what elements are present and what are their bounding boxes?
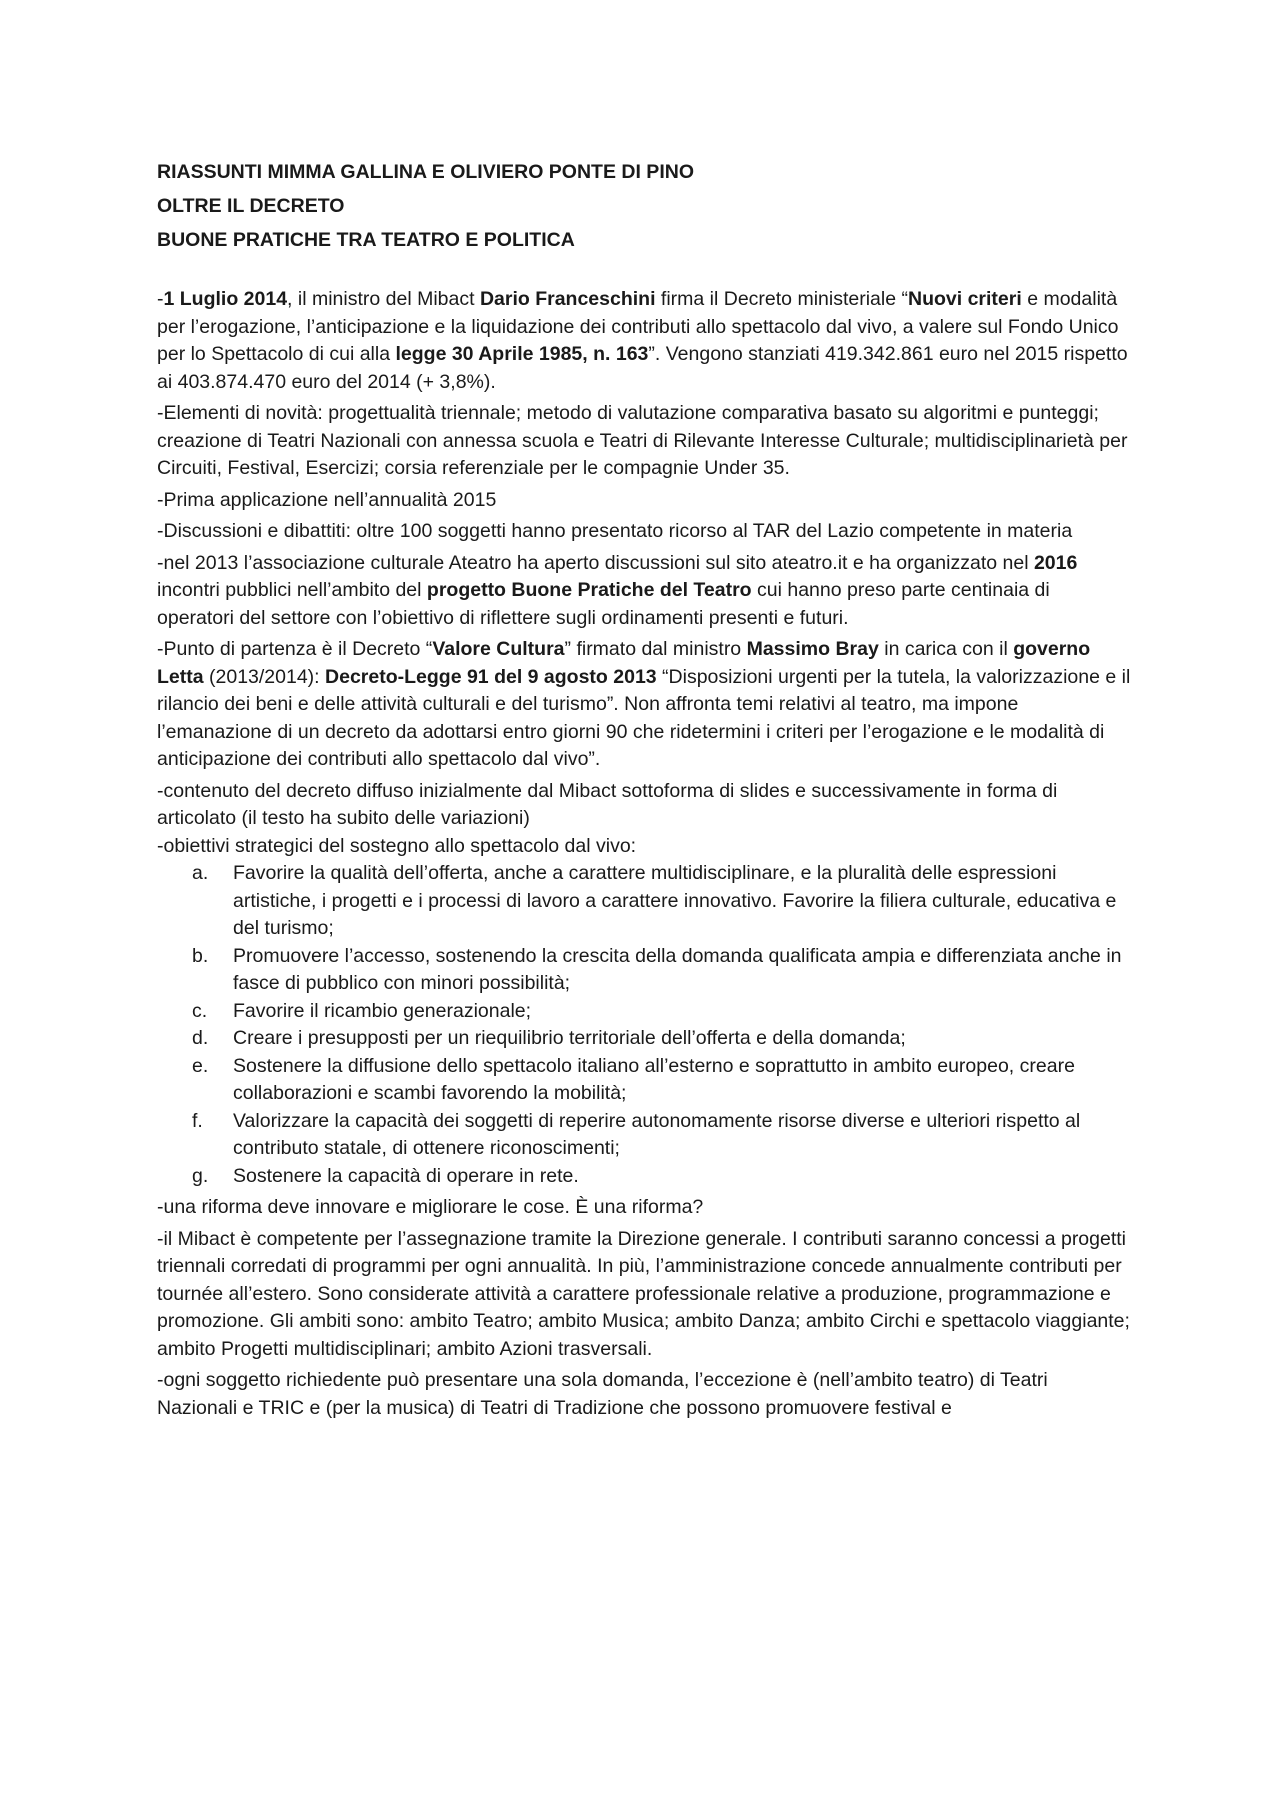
paragraph-objectives-intro: -obiettivi strategici del sostegno allo spettacolo dal vivo: (157, 834, 637, 857)
decree-law-bold: Decreto-Legge 91 del 9 agosto 2013 (325, 665, 657, 688)
document-subtitle-2: BUONE PRATICHE TRA TEATRO E POLITICA (157, 229, 575, 251)
text-run: - (157, 288, 164, 310)
list-marker: g. (192, 1164, 209, 1187)
list-item-text: Valorizzare la capacità dei soggetti di reperire autonomamente risorse diverse e ulteriori rispetto al contributo statale, di ottenere riconoscimenti; (233, 1109, 1081, 1159)
list-item-text: Favorire la qualità dell’offerta, anche a carattere multidisciplinare, e la pluralità delle espressioni artistiche, i progetti e i processi di lavoro a carattere innovativo. Favorire la filiera culturale, educativa e del turismo; (233, 862, 1117, 939)
list-item (192, 998, 1132, 1026)
paragraph-novelties: -Elementi di novità: progettualità triennale; metodo di valutazione comparativa basato su algoritmi e punteggi; creazione di Teatri Nazionali con annessa scuola e Teatri di Rilevante Interesse Culturale; multidisciplinarietà per Circuiti, Festival, Esercizi; corsia referenziale per le compagnie Under 35. (157, 402, 1128, 479)
list-item (192, 1163, 1132, 1191)
list-item-text: Sostenere la diffusione dello spettacolo italiano all’esterno e soprattutto in ambito europeo, creare collaborazioni e scambi favorendo la mobilità; (233, 1054, 1075, 1104)
minister-name-bold: Dario Franceschini (479, 288, 656, 310)
list-marker: f. (192, 1109, 203, 1132)
decree-name-bold: Valore Cultura (432, 638, 565, 660)
paragraph-decree-content: -contenuto del decreto diffuso inizialmente dal Mibact sottoforma di slides e successivamente in forma di articolato (il testo ha subito delle variazioni) (157, 779, 1058, 829)
list-item-text: Promuovere l’accesso, sostenendo la crescita della domanda qualificata ampia e differenziata anche in fasce di pubblico con minori possibilità; (233, 944, 1122, 994)
project-name-bold: progetto Buone Pratiche del Teatro (426, 579, 752, 601)
list-item (192, 943, 1132, 998)
text-run: “Disposizioni urgenti per la tutela, la valorizzazione e il rilancio dei beni e delle attività culturali e del turismo”. Non affronta temi relativi al teatro, ma impone l’emanazione di un decreto da adottarsi entro giorni 90 che ridetermini i criteri per l’erogazione e le modalità di anticipazione dei contributi allo spettacolo dal vivo”. (157, 665, 1131, 770)
paragraph-single-application: -ogni soggetto richiedente può presentare una sola domanda, l’eccezione è (nell’ambito teatro) di Teatri Nazionali e TRIC e (per la musica) di Teatri di Tradizione che possono promuovere festival e (157, 1369, 1048, 1419)
minister-name-bold: Massimo Bray (746, 638, 879, 660)
paragraph-reform-question: -una riforma deve innovare e migliorare le cose. È una riforma? (157, 1196, 704, 1218)
list-marker: a. (192, 862, 209, 884)
text-run: ”. Vengono stanziati 419.342.861 euro nel 2015 rispetto ai 403.874.470 euro del 2014 (+ 3,8%). (157, 343, 1128, 393)
text-run: -Punto di partenza è il Decreto “ (157, 638, 433, 660)
paragraph-discussions: -Discussioni e dibattiti: oltre 100 soggetti hanno presentato ricorso al TAR del Lazio competente in materia (157, 520, 1073, 542)
text-run: firma il Decreto ministeriale “ (655, 288, 908, 310)
paragraph-mibact-competence: -il Mibact è competente per l’assegnazione tramite la Direzione generale. I contributi saranno concessi a progetti triennali corredati di programmi per ogni annualità. In più, l’amministrazione concede annualmente contributi per tournée all’estero. Sono considerate attività a carattere professionale relative a produzione, programmazione e promozione. Gli ambiti sono: ambito Teatro; ambito Musica; ambito Danza; ambito Circhi e spettacolo viaggiante; ambito Progetti multidisciplinari; ambito Azioni trasversali. (157, 1227, 1130, 1360)
list-item (192, 1053, 1132, 1108)
document-subtitle: OLTRE IL DECRETO (157, 195, 345, 217)
government-bold: governo Letta (157, 638, 1091, 688)
text-run: in carica con il (878, 638, 1014, 660)
list-marker: c. (192, 999, 208, 1022)
list-marker: d. (192, 1027, 209, 1049)
title-block (157, 155, 1132, 257)
text-run: cui hanno preso parte centinaia di operatori del settore con l’obiettivo di riflettere sugli ordinamenti presenti e futuri. (157, 579, 1050, 629)
document-title: RIASSUNTI MIMMA GALLINA E OLIVIERO PONTE DI PINO (157, 161, 694, 183)
document-page (157, 155, 1132, 1422)
paragraph-valore-cultura (157, 636, 1132, 774)
objectives-list (157, 860, 1132, 1190)
list-item (192, 1025, 1132, 1053)
list-item (192, 860, 1132, 943)
text-run: ” firmato dal ministro (564, 638, 747, 660)
paragraph-first-application: -Prima applicazione nell’annualità 2015 (157, 488, 497, 511)
text-run: (2013/2014): (203, 665, 326, 688)
decree-title-bold: Nuovi criteri (907, 288, 1022, 310)
date-bold: 1 Luglio 2014 (163, 288, 288, 310)
law-reference-bold: legge 30 Aprile 1985, n. 163 (395, 343, 649, 365)
list-item-text: Favorire il ricambio generazionale; (233, 999, 532, 1022)
text-run: , il ministro del Mibact (287, 288, 480, 310)
paragraph-ateatro (157, 550, 1132, 633)
list-marker: e. (192, 1054, 209, 1077)
text-run: e modalità per l’erogazione, l’anticipazione e la liquidazione dei contributi allo spettacolo dal vivo, a valere sul Fondo Unico per lo Spettacolo di cui alla (157, 288, 1119, 365)
list-item-text: Sostenere la capacità di operare in rete. (233, 1164, 579, 1187)
list-item (192, 1108, 1132, 1163)
text-run: incontri pubblici nell’ambito del (157, 579, 427, 601)
list-marker: b. (192, 944, 209, 967)
paragraph-decree-signing (157, 286, 1132, 396)
text-run: -nel 2013 l’associazione culturale Ateatro ha aperto discussioni sul sito ateatro.it e ha organizzato nel (157, 551, 1034, 574)
year-bold: 2016 (1033, 551, 1078, 574)
list-item-text: Creare i presupposti per un riequilibrio territoriale dell’offerta e della domanda; (233, 1027, 906, 1049)
